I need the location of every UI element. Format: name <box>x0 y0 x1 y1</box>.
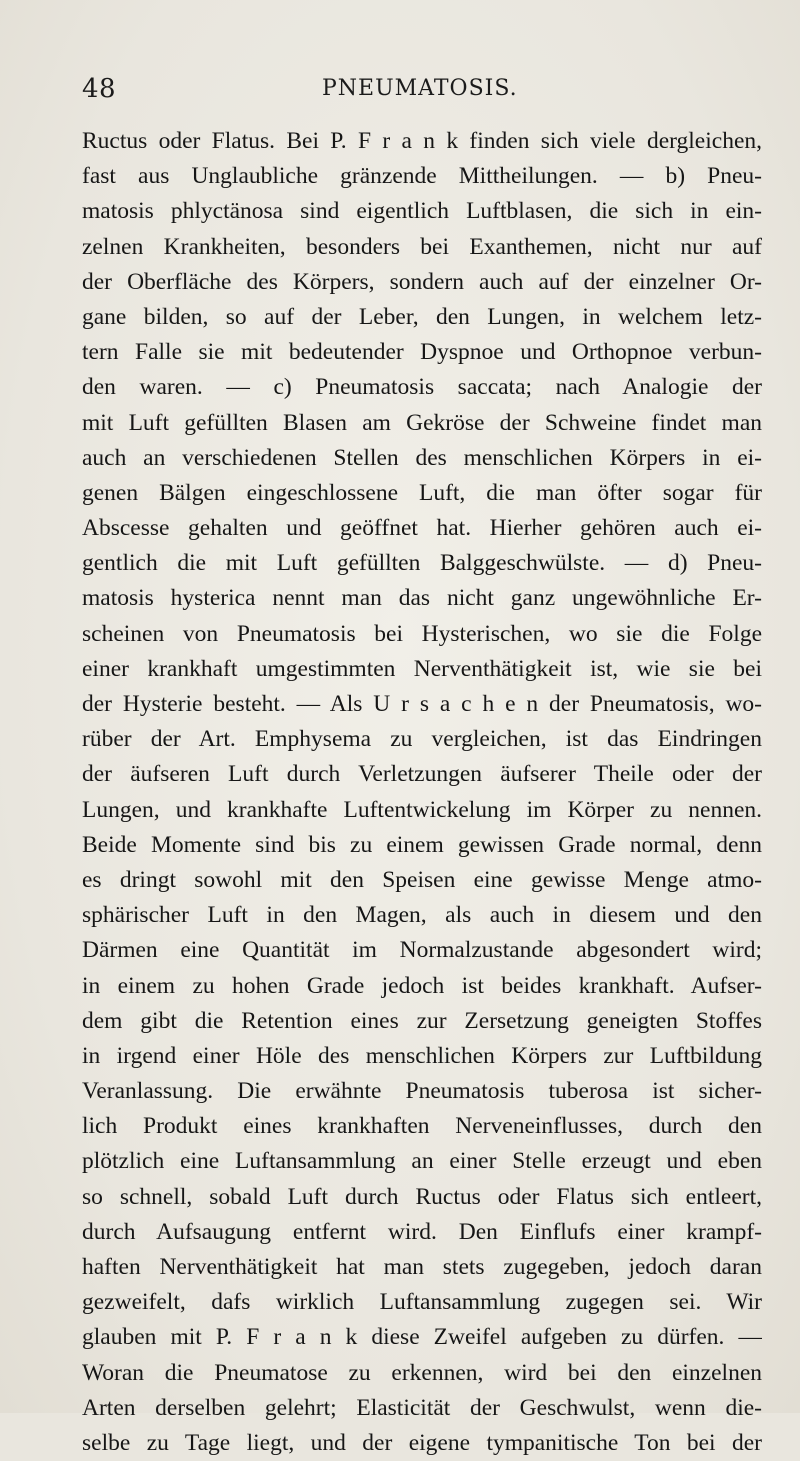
text-line: auch an verschiedenen Stellen des menschlichen Körpers in ei- <box>82 444 762 471</box>
text-line: matosis hysterica nennt man das nicht ganz ungewöhnliche Er- <box>82 585 762 612</box>
text-line: lich Produkt eines krankhaften Nerveneinflusses, durch den <box>82 1113 762 1140</box>
text-line: sphärischer Luft in den Magen, als auch in diesem und den <box>82 902 762 929</box>
text-line: selbe zu Tage liegt, und der eigene tympanitische Ton bei der <box>82 1429 762 1456</box>
running-head: PNEUMATOSIS. <box>322 76 518 101</box>
text-line: in einem zu hohen Grade jedoch ist beides krankhaft. Aufser- <box>82 972 762 999</box>
text-line: mit Luft gefüllten Blasen am Gekröse der Schweine findet man <box>82 409 762 436</box>
text-line: es dringt sowohl mit den Speisen eine gewisse Menge atmo- <box>82 866 762 893</box>
page-header <box>82 74 772 114</box>
text-line: der Oberfläche des Körpers, sondern auch auf der einzelner Or- <box>82 268 762 295</box>
text-line: plötzlich eine Luftansammlung an einer Stelle erzeugt und eben <box>82 1148 762 1175</box>
text-line: tern Falle sie mit bedeutender Dyspnoe und Orthopnoe verbun- <box>82 339 762 366</box>
text-line: zelnen Krankheiten, besonders bei Exanthemen, nicht nur auf <box>82 233 762 260</box>
text-line: Veranlassung. Die erwähnte Pneumatosis tuberosa ist sicher- <box>82 1078 762 1105</box>
text-line: Lungen, und krankhafte Luftentwickelung im Körper zu nennen. <box>82 796 762 823</box>
text-line: fast aus Unglaubliche gränzende Mittheilungen. — b) Pneu- <box>82 163 762 190</box>
text-line: scheinen von Pneumatosis bei Hysterischen, wo sie die Folge <box>82 620 762 647</box>
text-line: Ructus oder Flatus. Bei P. F r a n k finden sich viele dergleichen, <box>82 128 762 154</box>
text-line: Abscesse gehalten und geöffnet hat. Hierher gehören auch ei- <box>82 515 762 542</box>
text-line: gezweifelt, dafs wirklich Luftansammlung zugegen sei. Wir <box>82 1289 762 1316</box>
text-line: Arten derselben gelehrt; Elasticität der Geschwulst, wenn die- <box>82 1394 762 1421</box>
text-line: haften Nerventhätigkeit hat man stets zugegeben, jedoch daran <box>82 1254 762 1280</box>
text-line: gentlich die mit Luft gefüllten Balggeschwülste. — d) Pneu- <box>82 550 762 577</box>
text-line: der äufseren Luft durch Verletzungen äufserer Theile oder der <box>82 761 762 788</box>
page-number: 48 <box>82 74 117 104</box>
text-line: dem gibt die Retention eines zur Zersetzung geneigten Stoffes <box>82 1007 762 1034</box>
text-line: rüber der Art. Emphysema zu vergleichen, ist das Eindringen <box>82 726 762 753</box>
text-line: genen Bälgen eingeschlossene Luft, die man öfter sogar für <box>82 479 762 506</box>
text-line: glauben mit P. F r a n k diese Zweifel aufgeben zu dürfen. — <box>82 1324 762 1351</box>
text-line: matosis phlyctänosa sind eigentlich Luftblasen, die sich in ein- <box>82 198 762 225</box>
text-line: so schnell, sobald Luft durch Ructus oder Flatus sich entleert, <box>82 1183 762 1210</box>
text-line: in irgend einer Höle des menschlichen Körpers zur Luftbildung <box>82 1042 762 1069</box>
text-line: Beide Momente sind bis zu einem gewissen Grade normal, denn <box>82 831 762 858</box>
text-line: den waren. — c) Pneumatosis saccata; nach Analogie der <box>82 374 762 401</box>
body-text <box>82 124 762 1461</box>
text-line: Woran die Pneumatose zu erkennen, wird bei den einzelnen <box>82 1359 762 1386</box>
text-line: durch Aufsaugung entfernt wird. Den Einflufs einer krampf- <box>82 1218 762 1245</box>
text-line: einer krankhaft umgestimmten Nerventhätigkeit ist, wie sie bei <box>82 655 762 682</box>
text-line: der Hysterie besteht. — Als U r s a c h e n der Pneumatosis, wo- <box>82 691 762 717</box>
text-line: gane bilden, so auf der Leber, den Lungen, in welchem letz- <box>82 303 762 330</box>
text-line: Därmen eine Quantität im Normalzustande abgesondert wird; <box>82 937 762 964</box>
